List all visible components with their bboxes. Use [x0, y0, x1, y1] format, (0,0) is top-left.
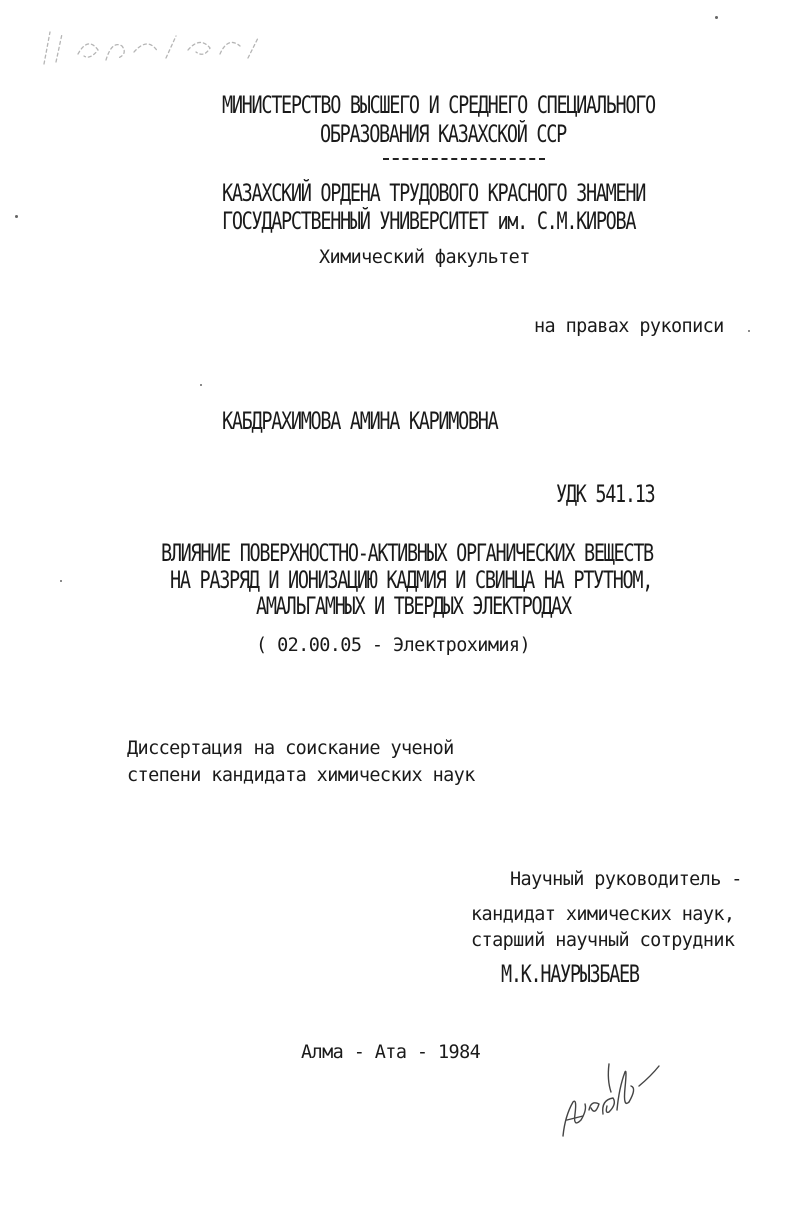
dissertation-line-2: степени кандидата химических наук [127, 765, 475, 786]
scan-speck [748, 330, 750, 332]
faculty: Химический факультет [319, 247, 530, 268]
ministry-line-2: ОБРАЗОВАНИЯ КАЗАХСКОЙ ССР [320, 121, 566, 149]
supervisor-position: старший научный сотрудник [471, 930, 735, 951]
university-line-1: КАЗАХСКИЙ ОРДЕНА ТРУДОВОГО КРАСНОГО ЗНАМЕНИ [222, 180, 646, 208]
faint-handwriting-mark [38, 24, 268, 74]
scan-speck [200, 384, 202, 386]
scan-speck [60, 580, 62, 582]
supervisor-role: Научный руководитель - [510, 869, 742, 890]
supervisor-degree: кандидат химических наук, [471, 904, 735, 925]
dashed-separator [383, 158, 545, 160]
udc-code: УДК 541.13 [556, 481, 655, 509]
title-line-3: АМАЛЬГАМНЫХ И ТВЕРДЫХ ЭЛЕКТРОДАХ [256, 593, 571, 621]
place-year: Алма - Ата - 1984 [301, 1042, 481, 1063]
title-line-2: НА РАЗРЯД И ИОНИЗАЦИЮ КАДМИЯ И СВИНЦА НА РТУТНОМ, [170, 567, 653, 595]
manuscript-note: на правах рукописи [534, 316, 724, 337]
specialty-code: ( 02.00.05 - Электрохимия) [256, 635, 530, 656]
handwritten-signature [555, 1058, 665, 1148]
dissertation-line-1: Диссертация на соискание ученой [127, 738, 454, 759]
supervisor-name: М.К.НАУРЫЗБАЕВ [501, 961, 639, 989]
university-line-2: ГОСУДАРСТВЕННЫЙ УНИВЕРСИТЕТ им. С.М.КИРОВА [222, 208, 636, 236]
scan-speck [715, 16, 718, 19]
scan-speck [15, 215, 18, 218]
ministry-line-1: МИНИСТЕРСТВО ВЫСШЕГО И СРЕДНЕГО СПЕЦИАЛЬНОГО [222, 92, 655, 120]
title-line-1: ВЛИЯНИЕ ПОВЕРХНОСТНО-АКТИВНЫХ ОРГАНИЧЕСКИХ ВЕЩЕСТВ [161, 540, 653, 568]
author-name: КАБДРАХИМОВА АМИНА КАРИМОВНА [222, 408, 498, 436]
